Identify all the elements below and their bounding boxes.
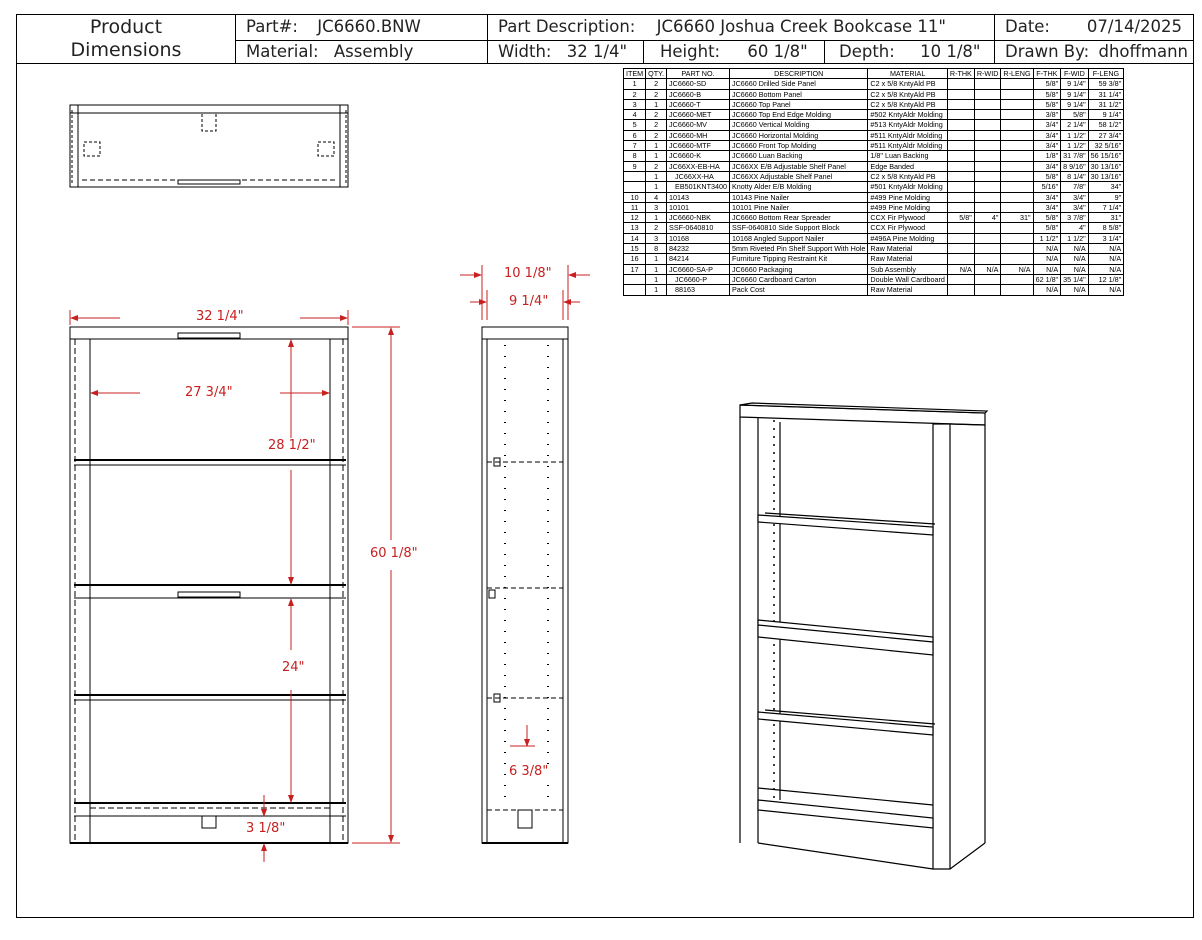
title-line-1: Product [89, 16, 163, 38]
front-view [70, 327, 348, 843]
bom-cell: C2 x 5/8 KntyAld PB [868, 171, 947, 181]
bom-cell: JC6660 Bottom Panel [729, 89, 867, 99]
bom-cell: 62 1/8" [1033, 274, 1061, 284]
bom-cell: JC6660-SD [667, 79, 730, 89]
bom-cell: 2 1/4" [1061, 120, 1089, 130]
bom-cell: 9 1/4" [1088, 110, 1124, 120]
bom-cell: 10101 [667, 202, 730, 212]
bom-cell: 3/4" [1033, 161, 1061, 171]
bom-cell: #499 Pine Molding [868, 192, 947, 202]
bom-cell: 5/8" [1033, 79, 1061, 89]
bom-cell: 6 [624, 130, 646, 140]
bom-cell: N/A [1061, 244, 1089, 254]
bom-cell: JC6660 Top Panel [729, 99, 867, 109]
date-value: 07/14/2025 [1086, 17, 1182, 36]
bom-cell: 88163 [667, 285, 730, 295]
bom-cell: 32 5/16" [1088, 141, 1124, 151]
bom-cell: N/A [974, 264, 1001, 274]
bom-cell: Raw Material [868, 285, 947, 295]
drawn-by-value: dhoffmann [1098, 42, 1188, 61]
bom-cell: 34" [1088, 182, 1124, 192]
height-value: 60 1/8" [747, 42, 808, 61]
bom-cell: Raw Material [868, 244, 947, 254]
bom-cell: N/A [1088, 254, 1124, 264]
bom-cell: JC6660 Top End Edge Molding [729, 110, 867, 120]
bom-cell: 1 1/2" [1061, 233, 1089, 243]
bom-cell: 8 1/4" [1061, 171, 1089, 181]
bom-cell: 31 1/4" [1088, 89, 1124, 99]
bom-cell: 3 [624, 99, 646, 109]
bom-cell: 31 1/2" [1088, 99, 1124, 109]
bom-cell: EB501KNT3400 [667, 182, 730, 192]
bom-cell: 1 [646, 99, 667, 109]
bom-cell: 1 1/2" [1033, 233, 1061, 243]
depth-label: Depth: [839, 42, 895, 61]
bom-cell: 3 [646, 233, 667, 243]
bom-cell: 5 [624, 120, 646, 130]
bom-cell: C2 x 5/8 KntyAld PB [868, 79, 947, 89]
bom-cell: #502 KntyAldr Molding [868, 110, 947, 120]
bom-cell: 5mm Riveted Pin Shelf Support With Hole [729, 244, 867, 254]
description-value: JC6660 Joshua Creek Bookcase 11" [656, 17, 946, 36]
bom-cell: 2 [646, 161, 667, 171]
bom-cell: N/A [1088, 285, 1124, 295]
bom-col-header: DESCRIPTION [729, 69, 867, 79]
bom-cell: Sub Assembly [868, 264, 947, 274]
bom-cell: 7 [624, 141, 646, 151]
bom-cell: Furniture Tipping Restraint Kit [729, 254, 867, 264]
bom-cell: 1/8" [1033, 151, 1061, 161]
bom-col-header: QTY. [646, 69, 667, 79]
bom-cell: 3/4" [1033, 120, 1061, 130]
bom-cell: 4 [624, 110, 646, 120]
bom-cell: #511 KntyAldr Molding [868, 130, 947, 140]
bom-cell: #501 KntyAldr Molding [868, 182, 947, 192]
bom-cell: 9" [1088, 192, 1124, 202]
bom-cell: 3 7/8" [1061, 213, 1089, 223]
bom-cell: 14 [624, 233, 646, 243]
bom-cell: 2 [624, 89, 646, 99]
bom-cell: JC6660 Bottom Rear Spreader [729, 213, 867, 223]
bom-cell: JC66XX E/B Adjustable Shelf Panel [729, 161, 867, 171]
dim-shelf-gap-mid: 24" [282, 660, 305, 675]
bom-cell: 5/8" [1033, 223, 1061, 233]
bom-cell: 9 [624, 161, 646, 171]
bom-cell: 3/8" [1033, 110, 1061, 120]
bom-cell: JC6660-P [667, 274, 730, 284]
bom-cell: 7 1/4" [1088, 202, 1124, 212]
bom-cell: SSF-0640810 [667, 223, 730, 233]
bom-cell: 7/8" [1061, 182, 1089, 192]
dim-inner-depth: 9 1/4" [509, 294, 549, 309]
bom-cell: Pack Cost [729, 285, 867, 295]
bom-cell: JC6660 Luan Backing [729, 151, 867, 161]
bom-cell: 3/4" [1033, 202, 1061, 212]
bom-cell: N/A [1088, 244, 1124, 254]
top-view [70, 105, 348, 187]
dim-overall-height: 60 1/8" [370, 546, 418, 561]
bom-col-header: F-LENG [1088, 69, 1124, 79]
material-label: Material: [246, 42, 319, 61]
bom-cell: 12 1/8" [1088, 274, 1124, 284]
bom-cell: JC6660 Horizontal Molding [729, 130, 867, 140]
isometric-view [740, 403, 987, 869]
bom-cell: JC6660-T [667, 99, 730, 109]
bom-cell: 10168 [667, 233, 730, 243]
bom-cell: 8 [646, 244, 667, 254]
bom-cell: N/A [1088, 264, 1124, 274]
bom-cell: JC66XX-EB-HA [667, 161, 730, 171]
bom-cell: 5/8" [1033, 89, 1061, 99]
bom-cell: 3/4" [1061, 192, 1089, 202]
bom-cell: 3/4" [1033, 130, 1061, 140]
bom-cell: 2 [646, 130, 667, 140]
bom-cell: 11 [624, 202, 646, 212]
bom-cell: 3 [646, 202, 667, 212]
bom-cell: JC6660-MV [667, 120, 730, 130]
bom-cell: 10 [624, 192, 646, 202]
bom-cell: 12 [624, 213, 646, 223]
bom-col-header: PART NO. [667, 69, 730, 79]
bom-cell: 84232 [667, 244, 730, 254]
bom-cell: Raw Material [868, 254, 947, 264]
bom-cell: 1 [646, 182, 667, 192]
bom-cell: 4 [646, 192, 667, 202]
bom-cell: 1/8" Luan Backing [868, 151, 947, 161]
bom-cell: N/A [1061, 254, 1089, 264]
description-label: Part Description: [498, 17, 636, 36]
bom-cell: 9 1/4" [1061, 99, 1089, 109]
bom-cell: 16 [624, 254, 646, 264]
title-line-2: Dimensions [70, 39, 182, 61]
bom-cell: N/A [1001, 264, 1033, 274]
bom-cell: N/A [947, 264, 974, 274]
bom-cell: N/A [1061, 285, 1089, 295]
dim-overall-width: 32 1/4" [196, 309, 244, 324]
bom-cell: JC6660-B [667, 89, 730, 99]
bom-cell: 35 1/4" [1061, 274, 1089, 284]
bom-cell: 1 [646, 213, 667, 223]
bom-cell: 5/16" [1033, 182, 1061, 192]
bom-cell: 1 [646, 141, 667, 151]
bom-cell: JC6660-NBK [667, 213, 730, 223]
bom-cell: 10143 [667, 192, 730, 202]
bom-cell: 1 1/2" [1061, 141, 1089, 151]
bom-cell: 2 [646, 120, 667, 130]
bom-col-header: R-WID [974, 69, 1001, 79]
dim-base-height: 3 1/8" [246, 821, 286, 836]
width-value: 32 1/4" [566, 42, 628, 61]
bom-cell: 2 [646, 223, 667, 233]
bom-cell: 1 [624, 79, 646, 89]
bom-cell: JC6660-MET [667, 110, 730, 120]
bom-cell: JC6660-K [667, 151, 730, 161]
bom-cell: 8 9/16" [1061, 161, 1089, 171]
bom-cell: 5/8" [1033, 171, 1061, 181]
bom-cell: N/A [1033, 285, 1061, 295]
bom-cell: 8 5/8" [1088, 223, 1124, 233]
bom-col-header: F-WID [1061, 69, 1089, 79]
bom-cell: Knotty Alder E/B Molding [729, 182, 867, 192]
bom-cell: N/A [1033, 254, 1061, 264]
bom-cell: 1 [646, 285, 667, 295]
bom-cell: 3 1/4" [1088, 233, 1124, 243]
bom-cell: JC6660 Cardboard Carton [729, 274, 867, 284]
bom-cell: 30 13/16" [1088, 161, 1124, 171]
bom-cell: JC6660-MH [667, 130, 730, 140]
part-label: Part#: [246, 17, 298, 36]
width-label: Width: [498, 42, 552, 61]
bom-cell: 1 1/2" [1061, 130, 1089, 140]
bom-cell: N/A [1061, 264, 1089, 274]
bom-cell: 10168 Angled Support Nailer [729, 233, 867, 243]
bom-cell: JC6660-SA-P [667, 264, 730, 274]
bom-cell: CCX Fir Plywood [868, 223, 947, 233]
bom-cell: N/A [1033, 264, 1061, 274]
bom-cell: JC6660 Front Top Molding [729, 141, 867, 151]
bom-cell: 9 1/4" [1061, 79, 1089, 89]
dim-shelf-gap-top: 28 1/2" [268, 438, 316, 453]
material-value: Assembly [333, 42, 414, 61]
bom-cell: 1 [646, 264, 667, 274]
dim-pin-offset: 6 3/8" [509, 764, 549, 779]
bom-cell: 8 [624, 151, 646, 161]
bom-col-header: MATERIAL [868, 69, 947, 79]
bom-cell: JC6660 Packaging [729, 264, 867, 274]
bom-cell: Edge Banded [868, 161, 947, 171]
bom-cell: Double Wall Cardboard [868, 274, 947, 284]
bom-cell: 5/8" [1033, 99, 1061, 109]
bom-cell: CCX Fir Plywood [868, 213, 947, 223]
bom-cell: 3/4" [1061, 202, 1089, 212]
bom-cell: 2 [646, 79, 667, 89]
bom-cell: 9 1/4" [1061, 89, 1089, 99]
bom-col-header: R-LENG [1001, 69, 1033, 79]
bom-cell: 1 [646, 274, 667, 284]
bom-cell: JC6660 Drilled Side Panel [729, 79, 867, 89]
bom-cell: 1 [646, 171, 667, 181]
bom-cell: 27 3/4" [1088, 130, 1124, 140]
bom-cell: 56 15/16" [1088, 151, 1124, 161]
bom-cell: 31 7/8" [1061, 151, 1089, 161]
bom-cell: 31" [1088, 213, 1124, 223]
bom-cell: 17 [624, 264, 646, 274]
bom-cell: C2 x 5/8 KntyAld PB [868, 89, 947, 99]
bom-cell: 13 [624, 223, 646, 233]
dim-overall-depth: 10 1/8" [504, 266, 552, 281]
bom-col-header: ITEM [624, 69, 646, 79]
bom-cell: #511 KntyAldr Molding [868, 141, 947, 151]
dim-inner-width: 27 3/4" [185, 385, 233, 400]
bom-cell: 10101 Pine Nailer [729, 202, 867, 212]
height-label: Height: [660, 42, 721, 61]
bom-cell: 59 3/8" [1088, 79, 1124, 89]
bom-cell: JC6660 Vertical Molding [729, 120, 867, 130]
bom-cell: 1 [646, 151, 667, 161]
drawn-by-label: Drawn By: [1005, 42, 1090, 61]
bom-cell: 31" [1001, 213, 1033, 223]
bom-cell: 15 [624, 244, 646, 254]
bom-cell: 4" [1061, 223, 1089, 233]
bom-cell: 10143 Pine Nailer [729, 192, 867, 202]
depth-value: 10 1/8" [920, 42, 981, 61]
bom-cell: 84214 [667, 254, 730, 264]
bom-cell: C2 x 5/8 KntyAld PB [868, 99, 947, 109]
bom-cell: #513 KntyAldr Molding [868, 120, 947, 130]
bom-cell: JC66XX-HA [667, 171, 730, 181]
bom-cell: 4" [974, 213, 1001, 223]
bom-cell: 30 13/16" [1088, 171, 1124, 181]
bom-cell: 2 [646, 89, 667, 99]
date-label: Date: [1005, 17, 1050, 36]
bom-cell: 5/8" [1033, 213, 1061, 223]
bom-cell: 5/8" [947, 213, 974, 223]
bom-cell: 5/8" [1061, 110, 1089, 120]
part-value: JC6660.BNW [317, 17, 421, 36]
bom-cell: 2 [646, 110, 667, 120]
bom-cell: 1 [646, 254, 667, 264]
bom-col-header: F-THK [1033, 69, 1061, 79]
bom-cell: 3/4" [1033, 141, 1061, 151]
bom-cell: JC66XX Adjustable Shelf Panel [729, 171, 867, 181]
bom-col-header: R-THK [947, 69, 974, 79]
bom-cell: N/A [1033, 244, 1061, 254]
bom-cell: #496A Pine Molding [868, 233, 947, 243]
bom-cell: JC6660-MTF [667, 141, 730, 151]
bom-cell: 58 1/2" [1088, 120, 1124, 130]
bom-cell: #499 Pine Molding [868, 202, 947, 212]
bom-cell: SSF-0640810 Side Support Block [729, 223, 867, 233]
bom-cell: 3/4" [1033, 192, 1061, 202]
